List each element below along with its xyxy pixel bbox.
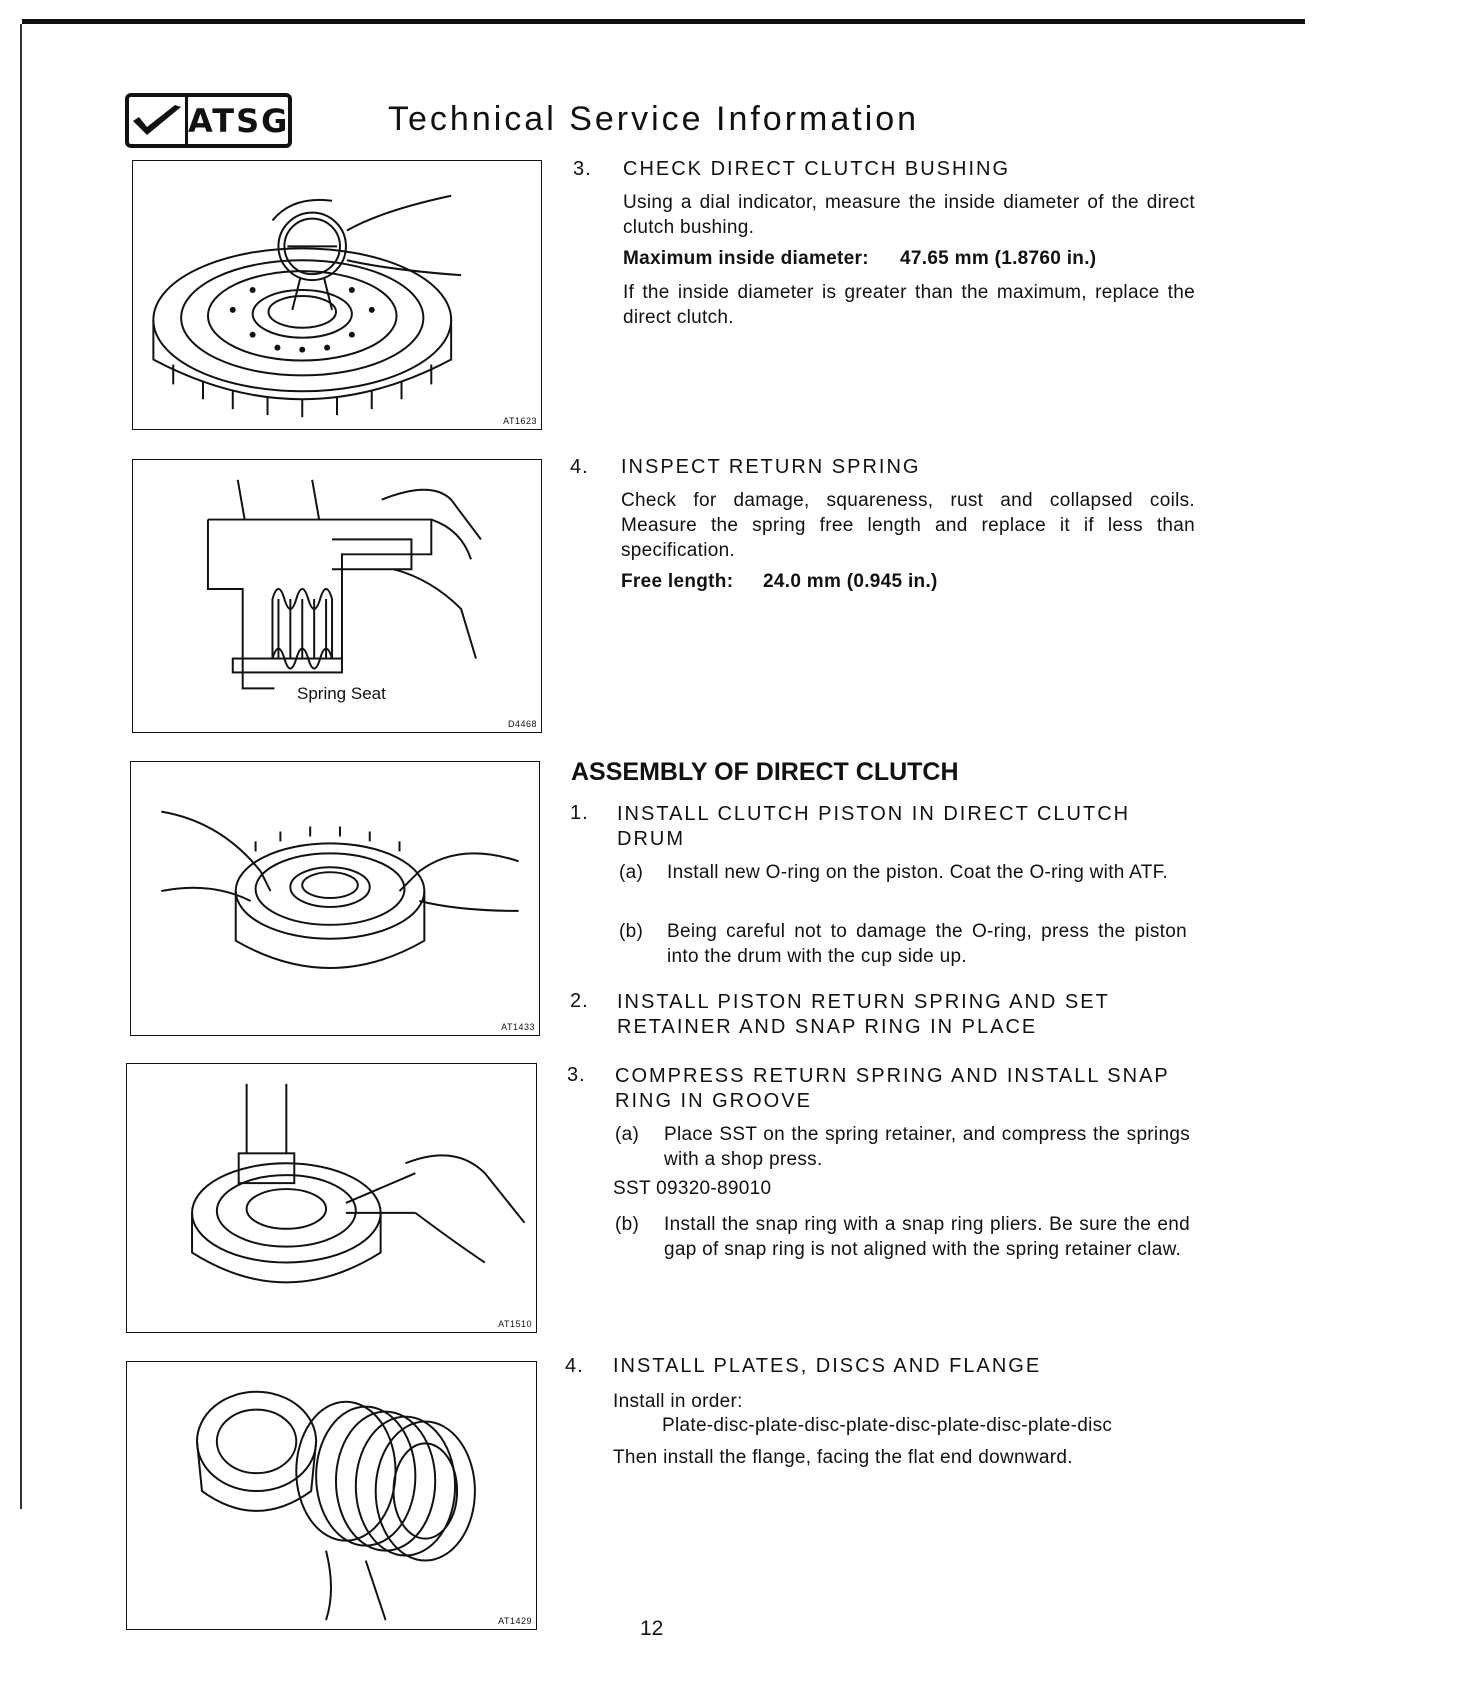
substep-label: (b) [615, 1214, 640, 1235]
figure-install-piston [130, 761, 540, 1036]
step-number: 3. [573, 158, 592, 180]
substep-text: Being careful not to damage the O-ring, press the piston into the drum with the cup side up. [667, 921, 1187, 967]
step-text: Using a dial indicator, measure the inside diameter of the direct clutch bushing. [623, 192, 1195, 238]
spec-value: 24.0 mm (0.945 in.) [763, 571, 938, 592]
install-piston-illustration [131, 762, 539, 1035]
figure-code: D4468 [507, 719, 537, 729]
figure-code: AT1623 [503, 416, 537, 426]
dial-indicator-illustration [133, 161, 541, 429]
step-heading: INSTALL PLATES, DISCS AND FLANGE [613, 1355, 1042, 1377]
page-number: 12 [640, 1617, 664, 1640]
spec-value: 47.65 mm (1.8760 in.) [900, 248, 1097, 269]
step-number: 2. [570, 990, 589, 1012]
figure-code: AT1510 [498, 1319, 532, 1329]
step-heading: INSTALL CLUTCH PISTON IN DIRECT CLUTCH DRUM [617, 803, 1131, 850]
figure-dial-indicator [132, 160, 542, 430]
logo-text: ATSG [188, 101, 290, 140]
spec-label: Free length: [621, 571, 734, 592]
sst-number: SST 09320-89010 [613, 1178, 772, 1199]
figure-code: AT1433 [501, 1022, 535, 1032]
step-number: 1. [570, 802, 589, 824]
page-title: Technical Service Information [388, 100, 920, 138]
step-heading: CHECK DIRECT CLUTCH BUSHING [623, 158, 1010, 180]
figure-plates-discs [126, 1361, 537, 1630]
substep-text: Place SST on the spring retainer, and compress the springs with a shop press. [664, 1124, 1190, 1170]
step-text: Check for damage, squareness, rust and collapsed coils. Measure the spring free length and replace it if less than specification. [621, 490, 1195, 561]
spec-label: Maximum inside diameter: [623, 248, 869, 269]
step-heading: INSPECT RETURN SPRING [621, 456, 921, 478]
step-number: 3. [567, 1064, 586, 1086]
step-number: 4. [565, 1355, 584, 1377]
section-title: ASSEMBLY OF DIRECT CLUTCH [571, 758, 959, 786]
left-border-rule [20, 24, 22, 1509]
step-heading: COMPRESS RETURN SPRING AND INSTALL SNAP RING IN GROOVE [615, 1065, 1170, 1112]
plates-discs-illustration [127, 1362, 536, 1629]
figure-code: AT1429 [498, 1616, 532, 1626]
step-text: Then install the flange, facing the flat end downward. [613, 1447, 1073, 1468]
figure-compress-spring [126, 1063, 537, 1333]
top-border-rule [22, 19, 1305, 24]
step-text: If the inside diameter is greater than the maximum, replace the direct clutch. [623, 282, 1195, 328]
compress-spring-illustration [127, 1064, 536, 1332]
substep-label: (a) [615, 1124, 640, 1145]
step-text: Install in order: [613, 1391, 743, 1412]
step-heading: INSTALL PISTON RETURN SPRING AND SET RETAINER AND SNAP RING IN PLACE [617, 991, 1110, 1038]
figure-callout-label: Spring Seat [297, 684, 386, 703]
substep-text: Install new O-ring on the piston. Coat the O-ring with ATF. [667, 862, 1169, 883]
checkmark-icon [129, 97, 188, 144]
assembly-order: Plate-disc-plate-disc-plate-disc-plate-disc-plate-disc [662, 1415, 1113, 1436]
substep-label: (a) [619, 862, 644, 883]
figure-caliper-spring [132, 459, 542, 733]
step-number: 4. [570, 456, 589, 478]
substep-label: (b) [619, 921, 644, 942]
atsg-logo [125, 93, 292, 148]
substep-text: Install the snap ring with a snap ring pliers. Be sure the end gap of snap ring is not aligned with the spring retainer claw. [664, 1214, 1190, 1260]
